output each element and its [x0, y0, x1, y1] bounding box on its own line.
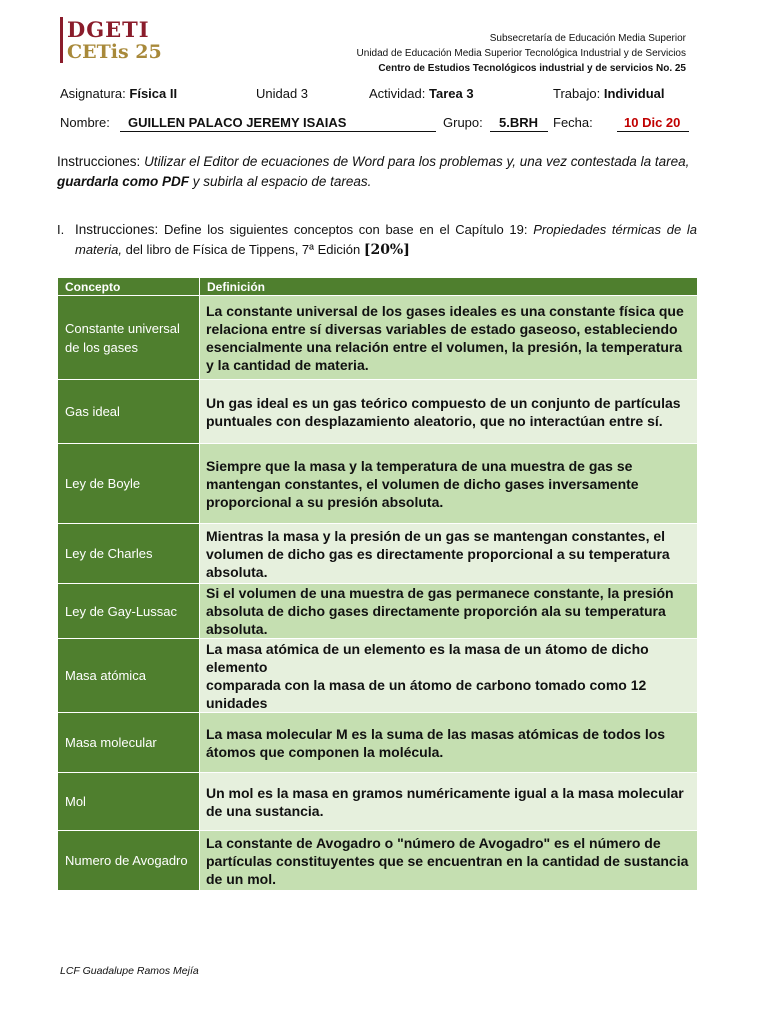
concept-cell: Constante universal de los gases	[58, 296, 200, 380]
definition-cell: Mientras la masa y la presión de un gas se mantengan constantes, el volumen de dicho gas es directamente proporcional a su temperatura absoluta.	[200, 524, 698, 584]
table-row	[58, 831, 698, 891]
header-line-1: Subsecretaría de Educación Media Superior	[489, 33, 686, 44]
section-percent: [20%]	[363, 242, 410, 258]
definition-cell: Si el volumen de una muestra de gas permanece constante, la presión absoluta de dicho gases directamente proporción ala su temperatura absoluta.	[200, 584, 698, 639]
asignatura-field: Asignatura: Física II	[60, 86, 178, 101]
section-number: I.	[57, 222, 65, 237]
fecha-underline	[617, 131, 689, 132]
table-row	[58, 773, 698, 831]
nombre-underline	[120, 131, 436, 132]
table-row	[58, 584, 698, 639]
instructions-text-1: Utilizar el Editor de ecuaciones de Word para los problemas y, una vez contestada la tarea,	[144, 154, 690, 169]
table-row	[58, 713, 698, 773]
table-row	[58, 444, 698, 524]
definition-cell: Un gas ideal es un gas teórico compuesto de un conjunto de partículas puntuales con desplazamiento aleatorio, que no interactúan entre sí.	[200, 380, 698, 444]
fecha-value: 10 Dic 20	[624, 115, 681, 130]
footer-author: LCF Guadalupe Ramos Mejía	[60, 965, 199, 977]
header-line-3: Centro de Estudios Tecnológicos industrial y de servicios No. 25	[378, 63, 686, 74]
logo-dgeti: DGETI	[67, 17, 150, 42]
nombre-value: GUILLEN PALACO JEREMY ISAIAS	[128, 115, 347, 130]
table-row	[58, 639, 698, 713]
section-italic: Propiedades térmicas de la materia,	[75, 222, 697, 257]
section-one	[57, 220, 697, 260]
concept-cell: Masa molecular	[58, 713, 200, 773]
grupo-underline	[490, 131, 548, 132]
column-header-definicion: Definición	[200, 278, 698, 296]
concept-cell: Ley de Charles	[58, 524, 200, 584]
concept-cell: Masa atómica	[58, 639, 200, 713]
definition-cell: La constante de Avogadro o "número de Avogadro" es el número de partículas constituyentes que se encuentran en la cantidad de sustancia de un mol.	[200, 831, 698, 891]
concept-cell: Ley de Boyle	[58, 444, 200, 524]
definition-cell: Siempre que la masa y la temperatura de una muestra de gas se mantengan constantes, el volumen de dicho gases inversamente proporcional a su presión absoluta.	[200, 444, 698, 524]
instructions-text-2: y subirla al espacio de tareas.	[192, 174, 372, 189]
logo-bar	[60, 17, 63, 63]
section-text-1: Define los siguientes conceptos con base en el Capítulo 19:	[164, 222, 528, 237]
general-instructions	[57, 152, 697, 192]
actividad-value: Tarea 3	[429, 86, 474, 101]
grupo-value: 5.BRH	[499, 115, 539, 130]
section-text-2: del libro de Física de Tippens, 7ª Edición	[125, 242, 361, 257]
concept-cell: Gas ideal	[58, 380, 200, 444]
asignatura-value: Física II	[129, 86, 178, 101]
instructions-bold: guardarla como PDF	[57, 174, 190, 189]
institution-header	[357, 31, 686, 76]
section-label: Instrucciones:	[75, 222, 159, 237]
definition-cell: La masa molecular M es la suma de las masas atómicas de todos los átomos que componen la molécula.	[200, 713, 698, 773]
instructions-label: Instrucciones:	[57, 154, 141, 169]
concept-cell: Mol	[58, 773, 200, 831]
definition-cell: La masa atómica de un elemento es la masa de un átomo de dicho elemento comparada con la masa de un átomo de carbono tomado como 12 unidades	[200, 639, 698, 713]
column-header-concepto: Concepto	[58, 278, 200, 296]
trabajo-field: Trabajo: Individual	[553, 86, 665, 101]
concepts-table	[57, 277, 698, 891]
definition-cell: Un mol es la masa en gramos numéricamente igual a la masa molecular de una sustancia.	[200, 773, 698, 831]
fecha-label: Fecha:	[553, 115, 593, 130]
grupo-label: Grupo:	[443, 115, 483, 130]
concept-cell: Numero de Avogadro	[58, 831, 200, 891]
actividad-field: Actividad: Tarea 3	[369, 86, 474, 101]
concept-cell: Ley de Gay-Lussac	[58, 584, 200, 639]
nombre-label: Nombre:	[60, 115, 110, 130]
table-row	[58, 380, 698, 444]
unidad-field: Unidad 3	[256, 86, 309, 101]
table-row	[58, 524, 698, 584]
header-line-2: Unidad de Educación Media Superior Tecnológica Industrial y de Servicios	[356, 48, 686, 59]
table-header-row	[58, 278, 698, 296]
trabajo-value: Individual	[603, 86, 665, 101]
logo-cetis: CETis 25	[67, 41, 162, 63]
definition-cell: La constante universal de los gases ideales es una constante física que relaciona entre sí diversas variables de estado gaseoso, estableciendo esencialmente una relación entre el volumen, la presión, la temperatura y la cantidad de materia.	[200, 296, 698, 380]
table-row	[58, 296, 698, 380]
